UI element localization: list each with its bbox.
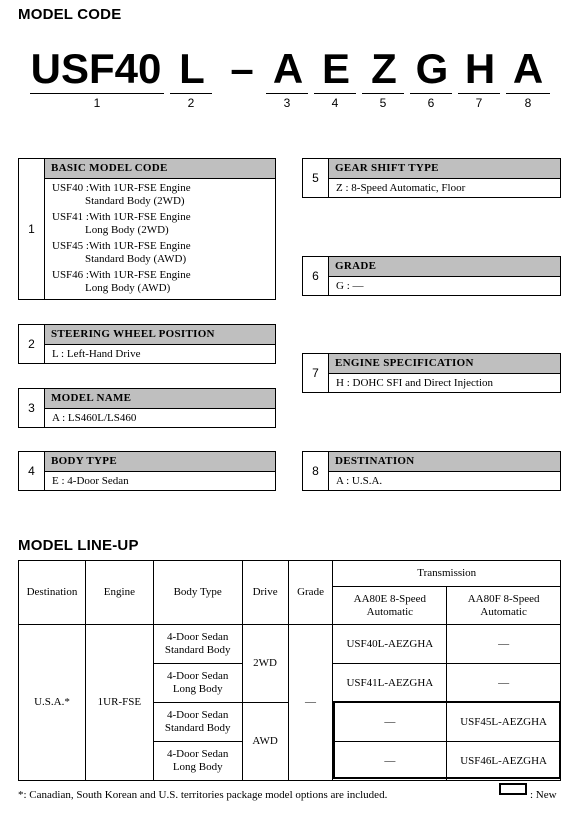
box-5-title: GEAR SHIFT TYPE <box>329 159 560 179</box>
cell-drive-2wd: 2WD <box>242 625 288 703</box>
box-2-text: L : Left-Hand Drive <box>52 348 141 360</box>
code-num-4: 4 <box>331 96 339 110</box>
box-steering-wheel-position <box>18 324 276 364</box>
box-1-line-3: USF41 :With 1UR-FSE Engine <box>52 211 191 223</box>
box-2-number: 2 <box>19 325 45 363</box>
box-8-text: A : U.S.A. <box>336 475 383 487</box>
box-6-text: G : — <box>336 280 364 292</box>
box-1-number: 1 <box>19 159 45 299</box>
code-num-6: 6 <box>427 96 435 110</box>
box-1-title: BASIC MODEL CODE <box>45 159 275 179</box>
box-2-title: STEERING WHEEL POSITION <box>45 325 275 345</box>
code-underline-3 <box>266 93 308 94</box>
code-underline-8 <box>506 93 550 94</box>
cell-body-3: 4-Door Sedan Standard Body <box>153 703 242 742</box>
header-aa80f: AA80F 8-Speed Automatic <box>447 587 561 625</box>
cell-aa80f-2: — <box>447 664 561 703</box>
box-grade <box>302 256 561 296</box>
box-3-title: MODEL NAME <box>45 389 275 409</box>
cell-body-4: 4-Door Sedan Long Body <box>153 742 242 781</box>
cell-engine: 1UR-FSE <box>85 625 153 781</box>
cell-aa80e-1: USF40L-AEZGHA <box>333 625 447 664</box>
header-engine: Engine <box>85 561 153 625</box>
box-1-line-5: USF45 :With 1UR-FSE Engine <box>52 240 191 252</box>
header-destination: Destination <box>19 561 86 625</box>
code-dash: – <box>230 45 254 92</box>
code-underline-5 <box>362 93 404 94</box>
box-4-number: 4 <box>19 452 45 490</box>
box-1-line-4: Long Body (2WD) <box>52 224 169 236</box>
code-char-4: E <box>321 45 350 92</box>
box-8-title: DESTINATION <box>329 452 560 472</box>
new-model-highlight <box>333 701 561 779</box>
cell-aa80e-2: USF41L-AEZGHA <box>333 664 447 703</box>
code-num-3: 3 <box>283 96 291 110</box>
header-grade: Grade <box>288 561 333 625</box>
code-char-3: A <box>272 45 304 92</box>
code-underline-7 <box>458 93 500 94</box>
box-1-line-8: Long Body (AWD) <box>52 282 171 294</box>
code-underline-1 <box>30 93 164 94</box>
cell-destination: U.S.A.* <box>19 625 86 781</box>
box-3-text: A : LS460L/LS460 <box>52 412 137 424</box>
box-3-number: 3 <box>19 389 45 427</box>
code-underline-2 <box>170 93 212 94</box>
footnote: *: Canadian, South Korean and U.S. territories package model options are included. <box>18 789 388 801</box>
code-char-2: L <box>179 45 205 92</box>
code-char-8: A <box>512 45 544 92</box>
cell-aa80e-3: — <box>333 703 447 742</box>
code-char-7: H <box>464 45 496 92</box>
cell-grade: — <box>288 625 333 781</box>
cell-aa80f-3: USF45L-AEZGHA <box>447 703 561 742</box>
box-4-title: BODY TYPE <box>45 452 275 472</box>
box-1-line-6: Standard Body (AWD) <box>52 253 187 265</box>
box-1-line-1: USF40 :With 1UR-FSE Engine <box>52 182 191 194</box>
code-num-5: 5 <box>379 96 387 110</box>
cell-aa80f-4: USF46L-AEZGHA <box>447 742 561 781</box>
box-1-line-2: Standard Body (2WD) <box>52 195 185 207</box>
box-4-text: E : 4-Door Sedan <box>52 475 129 487</box>
box-1-line-7: USF46 :With 1UR-FSE Engine <box>52 269 191 281</box>
box-7-text: H : DOHC SFI and Direct Injection <box>336 377 494 389</box>
new-legend-label: : New <box>530 789 557 801</box>
cell-aa80f-1: — <box>447 625 561 664</box>
cell-aa80e-4: — <box>333 742 447 781</box>
box-body-type <box>18 451 276 491</box>
code-underline-4 <box>314 93 356 94</box>
code-num-2: 2 <box>187 96 195 110</box>
box-6-number: 6 <box>303 257 329 295</box>
header-transmission: Transmission <box>333 561 561 587</box>
header-body-type: Body Type <box>153 561 242 625</box>
box-gear-shift-type <box>302 158 561 198</box>
box-basic-model-code <box>18 158 276 300</box>
box-7-number: 7 <box>303 354 329 392</box>
code-num-1: 1 <box>93 96 101 110</box>
box-destination <box>302 451 561 491</box>
box-7-title: ENGINE SPECIFICATION <box>329 354 560 374</box>
cell-body-1: 4-Door Sedan Standard Body <box>153 625 242 664</box>
code-char-1: USF40 <box>30 45 162 92</box>
header-drive: Drive <box>242 561 288 625</box>
model-lineup-heading: MODEL LINE-UP <box>18 537 139 554</box>
code-underline-6 <box>410 93 452 94</box>
model-code-heading: MODEL CODE <box>18 6 122 23</box>
cell-drive-awd: AWD <box>242 703 288 781</box>
box-8-number: 8 <box>303 452 329 490</box>
box-5-number: 5 <box>303 159 329 197</box>
code-num-7: 7 <box>475 96 483 110</box>
code-char-6: G <box>415 45 449 92</box>
box-5-text: Z : 8-Speed Automatic, Floor <box>336 182 466 194</box>
box-6-title: GRADE <box>329 257 560 277</box>
code-char-5: Z <box>371 45 397 92</box>
box-engine-specification <box>302 353 561 393</box>
new-legend-box <box>499 783 527 795</box>
cell-body-2: 4-Door Sedan Long Body <box>153 664 242 703</box>
header-aa80e: AA80E 8-Speed Automatic <box>333 587 447 625</box>
code-num-8: 8 <box>524 96 532 110</box>
box-model-name <box>18 388 276 428</box>
